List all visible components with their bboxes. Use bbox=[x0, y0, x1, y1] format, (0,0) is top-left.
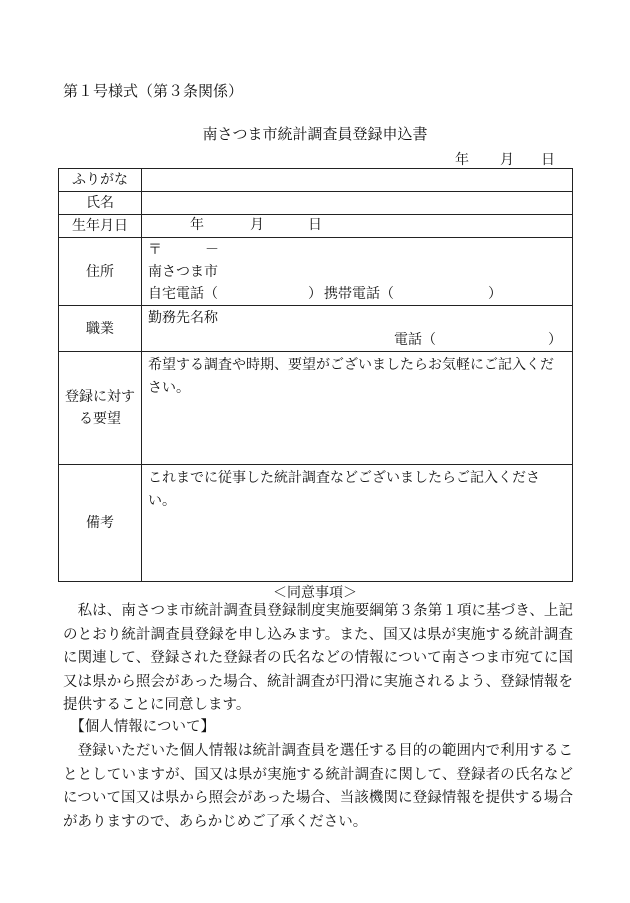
requests-label: 登録に対する要望 bbox=[59, 352, 142, 465]
privacy-paragraph: 登録いただいた個人情報は統計調査員を選任する目的の範囲内で利用することとしていますが、国又は県が実施する統計調査に関して、登録者の氏名などについて国又は県から照会があった場合、当該機関に登録情報を提供する場合がありますので、あらかじめご了承ください。 bbox=[63, 743, 573, 830]
birth-year-label: 年 bbox=[190, 217, 204, 233]
remarks-instruction: これまでに従事した統計調査などございましたらご記入ください。 bbox=[148, 470, 540, 509]
address-field[interactable] bbox=[142, 238, 573, 306]
mobile-phone-close: ） bbox=[488, 285, 502, 302]
work-phone-label: 電話（ bbox=[394, 331, 436, 348]
birthdate-label: 生年月日 bbox=[59, 215, 142, 238]
consent-paragraph: 私は、南さつま市統計調査員登録制度実施要綱第３条第１項に基づき、上記のとおり統計調査員登録を申し込みます。また、国又は県が実施する統計調査に関連して、登録された登録者の氏名などの情報について南さつま市宛てに国又は県から照会があった場合、統計調査が円滑に実施されるよう、登録情報を提供することに同意します。 bbox=[63, 603, 573, 713]
form-number: 第１号様式（第３条関係） bbox=[63, 82, 244, 100]
name-label: 氏名 bbox=[59, 192, 142, 215]
requests-field[interactable] bbox=[142, 352, 573, 465]
form-title: 南さつま市統計調査員登録申込書 bbox=[202, 125, 428, 143]
occupation-field[interactable] bbox=[142, 306, 573, 352]
remarks-label: 備考 bbox=[59, 465, 142, 582]
requests-instruction: 希望する調査や時期、要望がございましたらお気軽にご記入ください。 bbox=[148, 357, 554, 396]
privacy-heading: 【個人情報について】 bbox=[63, 719, 215, 735]
home-phone-label: 自宅電話（ bbox=[148, 285, 218, 302]
consent-heading: ＜同意事項＞ bbox=[273, 585, 357, 601]
birth-day-label: 日 bbox=[308, 217, 322, 233]
work-phone-line bbox=[148, 329, 572, 351]
date-year-label: 年 bbox=[455, 152, 469, 168]
remarks-field[interactable] bbox=[142, 465, 573, 582]
address-label: 住所 bbox=[59, 238, 142, 306]
city-name: 南さつま市 bbox=[148, 263, 218, 280]
birth-month-label: 月 bbox=[250, 217, 264, 233]
phone-line bbox=[148, 283, 572, 305]
date-month-label: 月 bbox=[500, 152, 514, 168]
postal-code-line bbox=[148, 239, 572, 261]
postal-dash: － bbox=[205, 241, 219, 258]
birthdate-field[interactable] bbox=[142, 215, 573, 238]
furigana-field[interactable] bbox=[142, 169, 573, 192]
workplace-line bbox=[148, 307, 572, 329]
home-phone-close: ） bbox=[308, 285, 322, 302]
name-field[interactable] bbox=[142, 192, 573, 215]
occupation-label: 職業 bbox=[59, 306, 142, 352]
mobile-phone-label: 携帯電話（ bbox=[324, 285, 394, 302]
workplace-label: 勤務先名称 bbox=[148, 309, 218, 326]
postal-mark: 〒 bbox=[148, 241, 162, 258]
registration-form-table bbox=[58, 168, 573, 582]
date-day-label: 日 bbox=[541, 152, 555, 168]
furigana-label: ふりがな bbox=[59, 169, 142, 192]
city-line bbox=[148, 261, 572, 283]
work-phone-close: ） bbox=[548, 331, 562, 348]
